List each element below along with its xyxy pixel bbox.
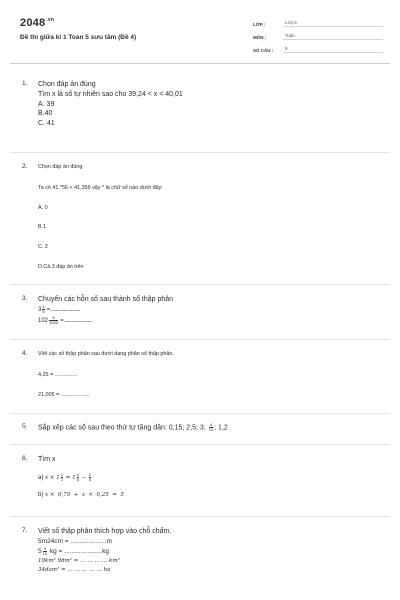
question-prompt: Ta có 41,*56 < 41,356 vậy * là chữ số nào dưới đây: (38, 184, 163, 191)
meta-row-count (253, 43, 383, 53)
question-6 (22, 455, 380, 500)
fraction-denominator: 10 (42, 550, 48, 556)
question-4 (22, 350, 380, 400)
answer-line[interactable]: 34dam² = … … … … … ha (38, 567, 111, 574)
answer-blank[interactable]: = ........................ (58, 317, 93, 324)
header-divider (10, 63, 390, 64)
question-body (38, 163, 380, 273)
fraction (89, 473, 91, 482)
part-label: a) (38, 474, 44, 481)
meta-key: LỚP : (253, 22, 266, 27)
question-body (38, 295, 380, 327)
question-body (38, 80, 380, 129)
question-title: Chọn đáp án đúng (38, 81, 96, 88)
question-divider (10, 284, 390, 285)
exam-title: Đề thi giữa kì 1 Toán 5 sưu tầm (Đề 4) (20, 34, 137, 41)
fraction-numerator: 5 (49, 316, 58, 321)
question-divider (10, 444, 390, 445)
question-body (38, 423, 380, 433)
question-number: 1. (22, 80, 28, 87)
answer-line[interactable] (38, 547, 380, 557)
option-c[interactable]: C. 41 (38, 120, 55, 128)
question-number: 7. (22, 527, 28, 534)
question-divider (10, 413, 390, 414)
mixed-number-row (38, 305, 380, 316)
answer-line[interactable]: 21,005 = ................... (38, 391, 90, 398)
fraction-denominator: 5 (88, 476, 92, 482)
question-body (38, 350, 380, 400)
equation-b (38, 491, 380, 501)
question-text-before: Sắp xếp các số sau theo thứ tự tăng dần: 0,15; 2,5; 3; (38, 424, 208, 432)
math-expr: x × 1 (45, 474, 60, 481)
fraction-denominator: 1000 (49, 319, 58, 325)
question-title: Viết các số thập phân sau dưới dạng phân số thập phân. (38, 351, 174, 357)
meta-key: SỐ CÂU : (253, 48, 274, 53)
fraction (43, 547, 47, 556)
question-prompt: Tìm x là số tự nhiên sao cho 39,24 < x < 40,01 (38, 90, 183, 98)
meta-value: Lớp 5 (283, 20, 383, 27)
question-1 (22, 80, 380, 129)
question-divider (10, 516, 390, 517)
question-text-after: ; 1,2 (214, 424, 228, 432)
fraction (209, 423, 213, 432)
mixed-whole: 102 (38, 317, 49, 324)
question-title: Chuyển các hỗn số sau thành số thập phân (38, 296, 174, 303)
math-expr: x × 0,75 + x × 0,25 = 5 (45, 491, 124, 498)
option-a[interactable]: A. 39 (38, 100, 55, 108)
fraction-denominator: 2 (60, 476, 63, 482)
question-number: 4. (22, 350, 28, 357)
exam-meta (253, 17, 383, 56)
question-body (38, 455, 380, 500)
mixed-whole: 5 (38, 547, 42, 555)
part-label: b) (38, 491, 44, 498)
question-number: 6. (22, 455, 28, 462)
fraction-numerator: 4 (43, 545, 46, 551)
meta-row-subject (253, 30, 383, 40)
option-a[interactable]: A. 0 (38, 204, 48, 211)
meta-value: 9 (283, 46, 383, 53)
meta-key: MÔN : (253, 35, 267, 40)
question-divider (10, 152, 390, 153)
question-2 (22, 163, 380, 273)
meta-row-class (253, 17, 383, 27)
math-expr: = 1 (63, 474, 76, 481)
fraction-denominator: 5 (76, 476, 79, 482)
fraction (77, 473, 79, 482)
answer-blank[interactable]: = ......................... (45, 306, 81, 313)
equation-a (38, 473, 380, 484)
site-logo[interactable] (20, 17, 54, 29)
logo-text: 2048 (20, 17, 46, 29)
question-body (38, 527, 380, 576)
fraction-numerator: 4 (42, 303, 45, 309)
option-c[interactable]: C. 2 (38, 244, 48, 251)
question-title: Tìm x (38, 456, 56, 463)
answer-line[interactable]: 5m24cm = ....................m (38, 537, 112, 545)
option-b[interactable]: B.1 (38, 224, 47, 231)
question-title: Viết số thập phân thích hợp vào chỗ chấm. (38, 528, 172, 535)
meta-value: Toán (283, 33, 383, 40)
fraction (42, 305, 44, 314)
question-divider (10, 339, 390, 340)
fraction-numerator: 1 (60, 471, 63, 477)
fraction-numerator: 4 (76, 471, 79, 477)
question-number: 3. (22, 295, 28, 302)
logo-suffix: .vn (46, 17, 55, 24)
option-d[interactable]: D.Cả 3 đáp án trên (38, 263, 84, 270)
fraction-denominator: 5 (42, 308, 45, 314)
question-number: 2. (22, 163, 28, 170)
option-b[interactable]: B.40 (38, 110, 53, 118)
mixed-number-row (38, 316, 380, 327)
fraction-numerator: 4 (209, 422, 213, 427)
question-7 (22, 527, 380, 576)
mixed-whole: 3 (38, 306, 42, 313)
fraction (61, 473, 63, 482)
answer-line[interactable]: 4,25 = ............... (38, 371, 78, 378)
question-title: Chọn đáp án đúng (38, 164, 83, 170)
fraction-denominator: 10 (208, 427, 214, 432)
question-number: 5. (22, 423, 28, 430)
question-5 (22, 423, 380, 433)
answer-line[interactable]: 19km² 9dm² = … … … … km² (38, 557, 120, 564)
fraction-numerator: 2 (88, 471, 92, 477)
fraction (49, 316, 58, 325)
question-text (38, 423, 380, 433)
question-3 (22, 295, 380, 327)
math-expr: − (79, 474, 88, 481)
answer-blank: kg = .....................kg (48, 547, 109, 555)
